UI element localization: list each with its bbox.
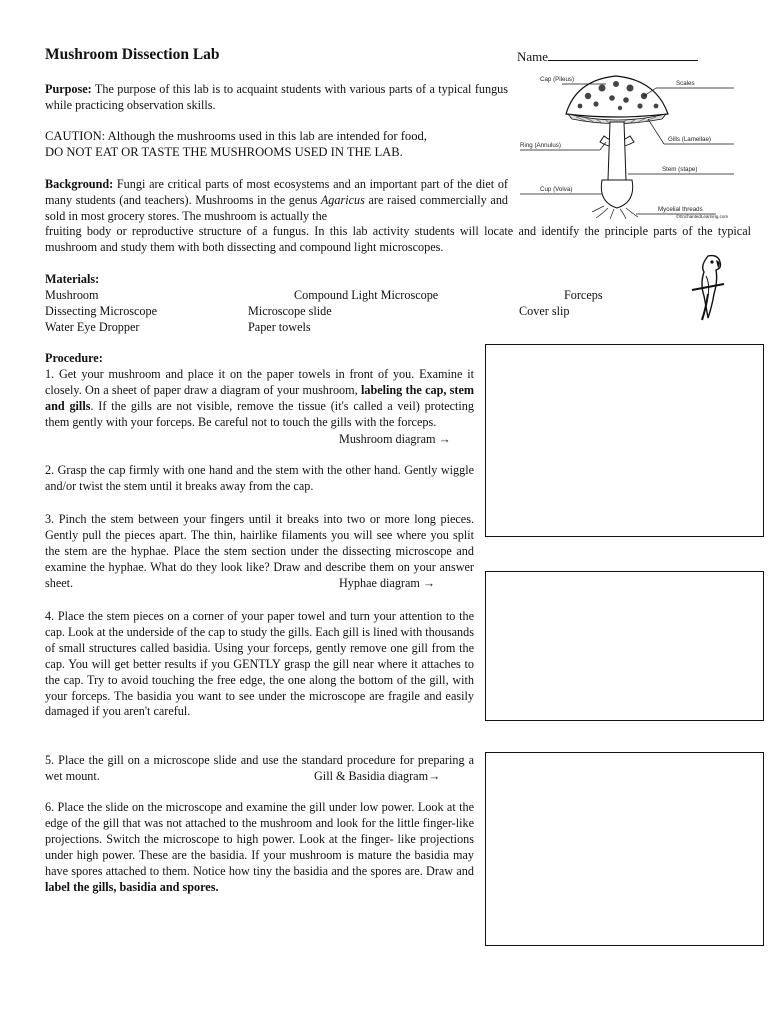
parrot-clipart — [688, 250, 728, 322]
label-gills: Gills (Lamellae) — [668, 136, 711, 143]
step1-bold: labeling the cap, stem and gills — [45, 382, 475, 413]
background-text-1: Fungi are critical parts of most ecosystems and an important part of the diet of many students (and teachers). Mushrooms in the genus — [45, 177, 508, 207]
hyphae-diagram-box[interactable] — [485, 571, 764, 721]
caution-line-1: CAUTION: Although the mushrooms used in this lab are intended for food, — [45, 129, 427, 143]
material-item: Water Eye Dropper — [45, 319, 140, 334]
label-mycelial-threads: Mycelial threads — [658, 206, 703, 213]
materials-row-3 — [45, 320, 665, 336]
procedure-step-2: 2. Grasp the cap firmly with one hand and the stem with the other hand. Gently wiggle and/or twist the stem until it breaks away from the cap. — [45, 463, 474, 493]
procedure-step-3: 3. Pinch the stem between your fingers until it breaks into two or more long pieces. Gently pull the pieces apart. The thin, hairlike filaments you will see where you split the stem are the hyphae. Place the stem section under the dissecting microscope and examine the hyphae. What do they look like? Draw and describe them on your answer sheet. — [45, 512, 474, 590]
material-item: Dissecting Microscope — [45, 303, 158, 318]
caution-paragraph — [45, 129, 515, 161]
name-blank-line[interactable] — [548, 49, 698, 61]
background-text-2: are raised commercially and sold in most grocery stores. The mushroom is actually the — [45, 192, 509, 223]
procedure-step-4: 4. Place the stem pieces on a corner of your paper towel and turn your attention to the cap. Look at the underside of the cap to study the gills. Each gill is lined with thousands of small structures called basidia. Using your forceps, gently remove one gill from the cap. You will get better results if you GENTLY grasp the gill near where it attaches to the cap. Try to avoid touching the free edge, the one along the bottom of the gill, with your forceps. The basidia you want to see under the microscope are fragile and easily damaged if you aren't careful. — [45, 609, 474, 719]
hyphae-diagram-note: Hyphae diagram → — [339, 576, 436, 590]
procedure-label: Procedure: — [45, 351, 103, 365]
procedure-step-6: 6. Place the slide on the microscope and examine the gill under low power. Look at the edge of the gill that was not attached to the mushroom and look for the little finger-like projections. Switch the microscope to high power. Look at the finger- like projections under high power. These are the basidia. If your mushroom is mature the basidia may have spores attached to them. Notice how tiny the basidia and the spores are. Draw and label the gills, basidia and spores. — [45, 800, 474, 894]
mushroom-anatomy-diagram — [516, 62, 740, 220]
procedure-step-5: 5. Place the gill on a microscope slide and use the standard procedure for preparing a wet mount. — [45, 753, 474, 783]
materials-label: Materials: — [45, 272, 100, 286]
purpose-text: The purpose of this lab is to acquaint students with various parts of a typical fungus while practicing observation skills. — [45, 82, 509, 112]
name-label: Name — [517, 49, 549, 64]
background-label: Background: — [45, 177, 114, 191]
background-paragraph — [45, 177, 508, 225]
label-ring: Ring (Annulus) — [520, 142, 561, 149]
purpose-paragraph — [45, 82, 508, 114]
material-item: Forceps — [564, 287, 603, 302]
gill-basidia-diagram-note: Gill & Basidia diagram→ — [314, 769, 441, 783]
purpose-label: Purpose: — [45, 82, 92, 96]
material-item: Cover slip — [519, 303, 570, 318]
material-item: Compound Light Microscope — [294, 287, 439, 302]
diagram-credit: ©EnchantedLearning.com — [676, 214, 729, 219]
label-stem: Stem (stape) — [662, 166, 698, 173]
material-item: Microscope slide — [248, 303, 332, 318]
step6-bold: label the gills, basidia and spores. — [45, 879, 219, 894]
procedure-step-1: 1. Get your mushroom and place it on the paper towels in front of you. Examine it closely. On a sheet of paper draw a diagram of your mushroom, labeling the cap, stem and gills. If the gills are not visible, remove the tissue (it's called a veil) protecting them gently with your forceps. Be careful not to touch the gills with the forceps. — [45, 367, 475, 429]
gill-basidia-diagram-box[interactable] — [485, 752, 764, 946]
page-title: Mushroom Dissection Lab — [45, 46, 220, 63]
materials-section — [45, 272, 665, 336]
label-cap: Cap (Pileus) — [540, 76, 575, 83]
label-scales: Scales — [676, 80, 695, 87]
genus-name: Agaricus — [320, 192, 365, 207]
materials-row-2 — [45, 304, 665, 320]
caution-line-2: DO NOT EAT OR TASTE THE MUSHROOMS USED IN THE LAB. — [45, 144, 403, 159]
material-item: Paper towels — [248, 319, 311, 334]
mushroom-diagram-box[interactable] — [485, 344, 764, 537]
material-item: Mushroom — [45, 287, 99, 302]
background-paragraph-continued: fruiting body or reproductive structure of a fungus. In this lab activity students will locate and identify the principle parts of the typical mushroom and study them with both dissecting and compound light microscopes. — [45, 224, 751, 254]
label-cup: Cup (Volva) — [540, 186, 573, 193]
materials-row-1 — [45, 288, 665, 304]
mushroom-diagram-note: Mushroom diagram → — [339, 432, 451, 446]
